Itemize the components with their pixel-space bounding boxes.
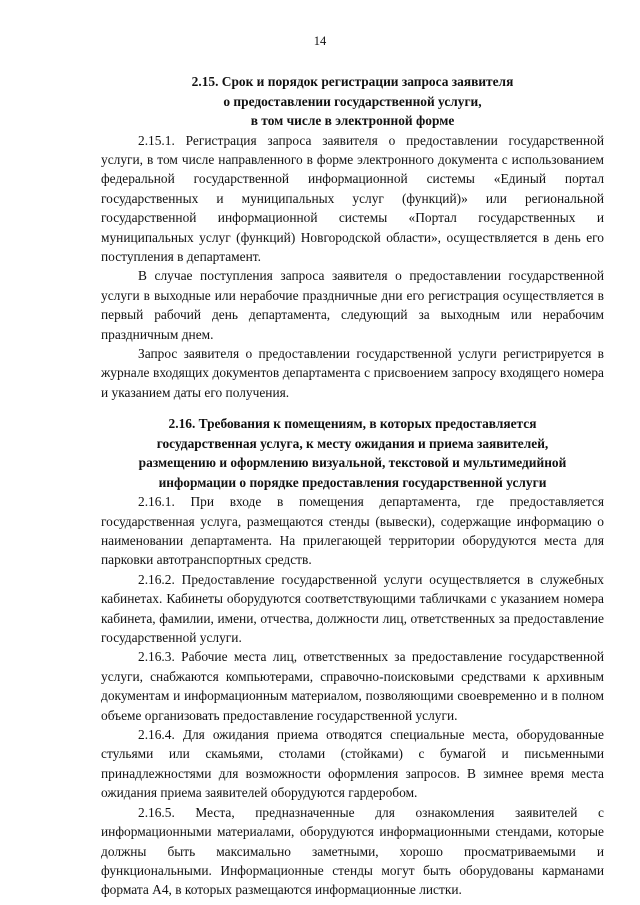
paragraph-2-15-1-registration: Запрос заявителя о предоставлении государственной услуги регистрируется в журнале входящих документов департамента с присвоением запросу входящего номера и указанием даты его получения. — [101, 345, 604, 400]
section-title-line: государственная услуга, к месту ожидания и приема заявителей, — [156, 435, 549, 451]
section-title-line: 2.15. Срок и порядок регистрации запроса заявителя — [191, 74, 514, 89]
paragraph-2-16-3: 2.16.3. Рабочие места лиц, ответственных за предоставление государственной услуги, снабжаются компьютерами, справочно-поисковыми средствами к архивным документам и информационным материалом, позволяющими своевременно и в полном объеме организовать предоставление государственной услуги. — [101, 649, 604, 723]
section-title-line: в том числе в электронной форме — [250, 113, 455, 128]
section-2-15-title — [101, 72, 604, 131]
paragraph-2-16-1: 2.16.1. При входе в помещения департамента, где предоставляется государственная услуга, размещаются стенды (вывески), содержащие информацию о наименовании департамента. На прилегающей территории оборудуются места для парковки автотранспортных средств. — [101, 494, 604, 568]
paragraph-2-16-2: 2.16.2. Предоставление государственной услуги осуществляется в служебных кабинетах. Кабинеты оборудуются соответствующими табличками с указанием номера кабинета, фамилии, имени, отчества, должности лиц, ответственных за предоставление государственной услуги. — [101, 571, 604, 646]
section-title-line: 2.16. Требования к помещениям, в которых предоставляется — [168, 416, 537, 432]
section-title-line: размещению и оформлению визуальной, текстовой и мультимедийной — [138, 455, 567, 471]
section-2-16-title — [101, 414, 604, 492]
paragraph-2-15-1: 2.15.1. Регистрация запроса заявителя о предоставлении государственной услуги, в том числе направленного в форме электронного документа с использованием федеральной государственной информационной системы «Единый портал государственных и муниципальных услуг (функций)» или региональной государственной информационной системы «Портал государственных и муниципальных услуг (функций) Новгородской области», осуществляется в день его поступления в департамент. — [101, 132, 604, 264]
section-2-15 — [101, 72, 604, 402]
page-number: 14 — [313, 34, 327, 48]
paragraph-2-15-1-weekend: В случае поступления запроса заявителя о предоставлении государственной услуги в выходные или нерабочие праздничные дни его регистрация осуществляется в первый рабочий день департамента, следующий за выходным или нерабочим праздничным днем. — [101, 268, 604, 342]
section-title-line: информации о порядке предоставления государственной услуги — [158, 474, 547, 490]
section-title-line: о предоставлении государственной услуги, — [223, 93, 482, 109]
paragraph-2-16-4: 2.16.4. Для ожидания приема отводятся специальные места, оборудованные стульями или скамьями, столами (стойками) с бумагой и письменными принадлежностями для возможности оформления запросов. В зимнее время места ожидания приема заявителей оборудуются гардеробом. — [101, 727, 604, 801]
page-content — [101, 72, 604, 900]
section-2-16 — [101, 414, 604, 900]
paragraph-2-16-5: 2.16.5. Места, предназначенные для ознакомления заявителей с информационными материалами, оборудуются информационными стендами, которые должны быть максимально заметными, хорошо просматриваемыми и функциональными. Информационные стенды могут быть оборудованы карманами формата А4, в которых размещаются информационные листки. — [101, 804, 604, 898]
